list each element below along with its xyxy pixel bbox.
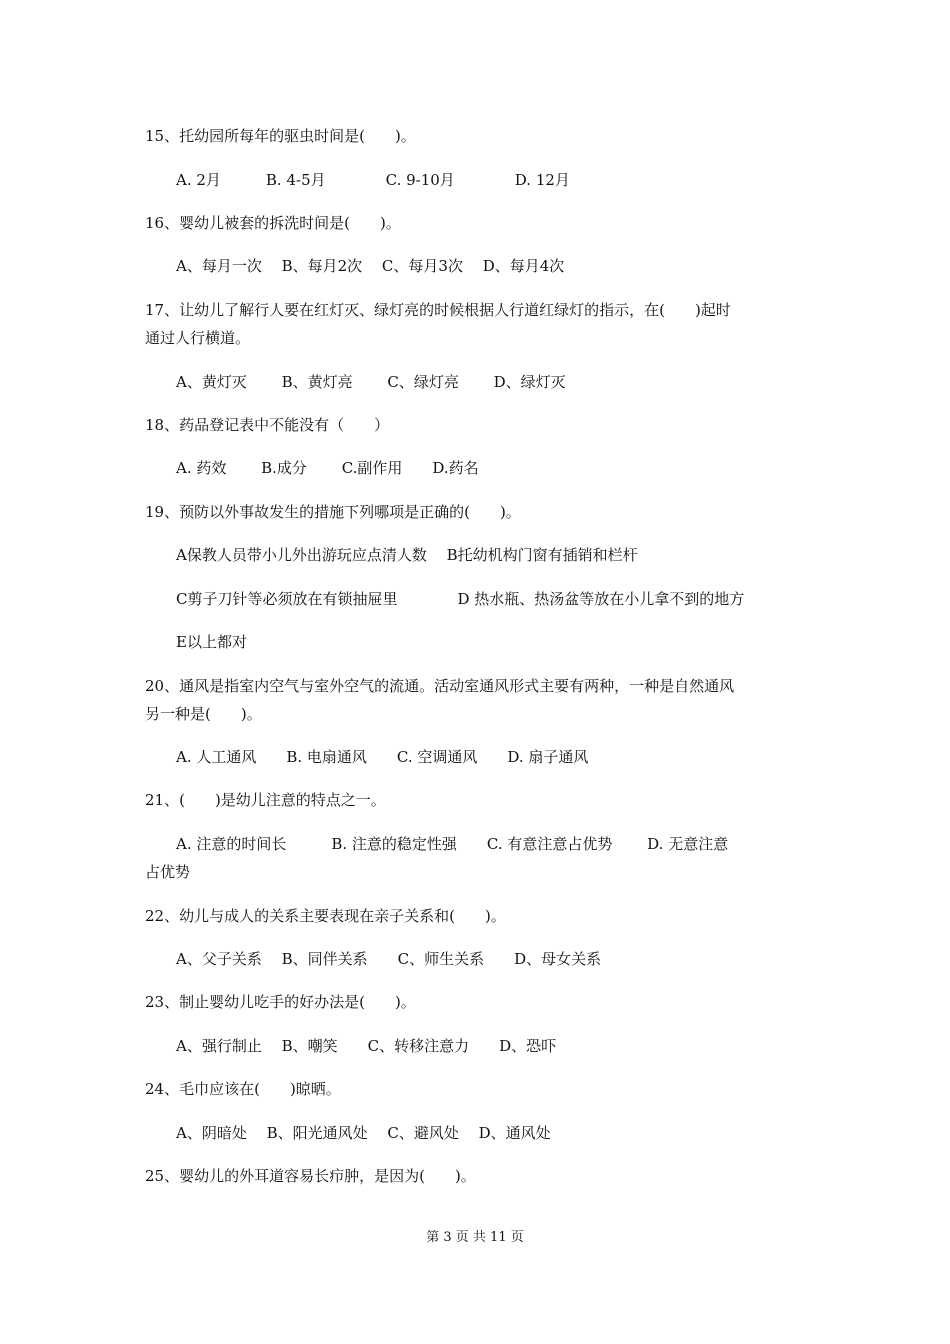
question-20-cont: 另一种是( )。 [145, 705, 262, 723]
options-24: A、阴暗处 B、阳光通风处 C、避风处 D、通风处 [176, 1124, 551, 1142]
question-16: 16、婴幼儿被套的拆洗时间是( )。 [145, 214, 401, 232]
options-17: A、黄灯灭 B、黄灯亮 C、绿灯亮 D、绿灯灭 [176, 373, 566, 391]
options-18: A. 药效 B.成分 C.副作用 D.药名 [176, 459, 479, 477]
options-19-row3: E以上都对 [176, 633, 247, 651]
options-15: A. 2月 B. 4-5月 C. 9-10月 D. 12月 [176, 171, 570, 189]
options-22: A、父子关系 B、同伴关系 C、师生关系 D、母女关系 [176, 950, 602, 968]
question-22: 22、幼儿与成人的关系主要表现在亲子关系和( )。 [145, 907, 506, 925]
question-21: 21、( )是幼儿注意的特点之一。 [145, 791, 386, 809]
question-20: 20、通风是指室内空气与室外空气的流通。活动室通风形式主要有两种，一种是自然通风 [145, 677, 735, 695]
question-24: 24、毛巾应该在( )晾晒。 [145, 1080, 341, 1098]
question-18: 18、药品登记表中不能没有（ ） [145, 416, 390, 434]
question-17: 17、让幼儿了解行人要在红灯灭、绿灯亮的时候根据人行道红绿灯的指示，在( )起时 [145, 301, 731, 319]
options-21-cont: 占优势 [145, 863, 191, 881]
options-21: A. 注意的时间长 B. 注意的稳定性强 C. 有意注意占优势 D. 无意注意 [176, 835, 729, 853]
options-23: A、强行制止 B、嘲笑 C、转移注意力 D、恐吓 [176, 1037, 557, 1055]
page-footer: 第 3 页 共 11 页 [426, 1230, 524, 1245]
question-17-cont: 通过人行横道。 [145, 329, 251, 347]
options-16: A、每月一次 B、每月2次 C、每月3次 D、每月4次 [176, 257, 565, 275]
options-19-row1: A保教人员带小儿外出游玩应点清人数 B托幼机构门窗有插销和栏杆 [176, 546, 638, 564]
question-15: 15、托幼园所每年的驱虫时间是( )。 [145, 127, 416, 145]
question-25: 25、婴幼儿的外耳道容易长疖肿，是因为( )。 [145, 1167, 476, 1185]
options-20: A. 人工通风 B. 电扇通风 C. 空调通风 D. 扇子通风 [176, 748, 589, 766]
options-19-row2: C剪子刀针等必须放在有锁抽屉里 D 热水瓶、热汤盆等放在小儿拿不到的地方 [176, 590, 745, 608]
question-23: 23、制止婴幼儿吃手的好办法是( )。 [145, 993, 416, 1011]
question-19: 19、预防以外事故发生的措施下列哪项是正确的( )。 [145, 503, 521, 521]
